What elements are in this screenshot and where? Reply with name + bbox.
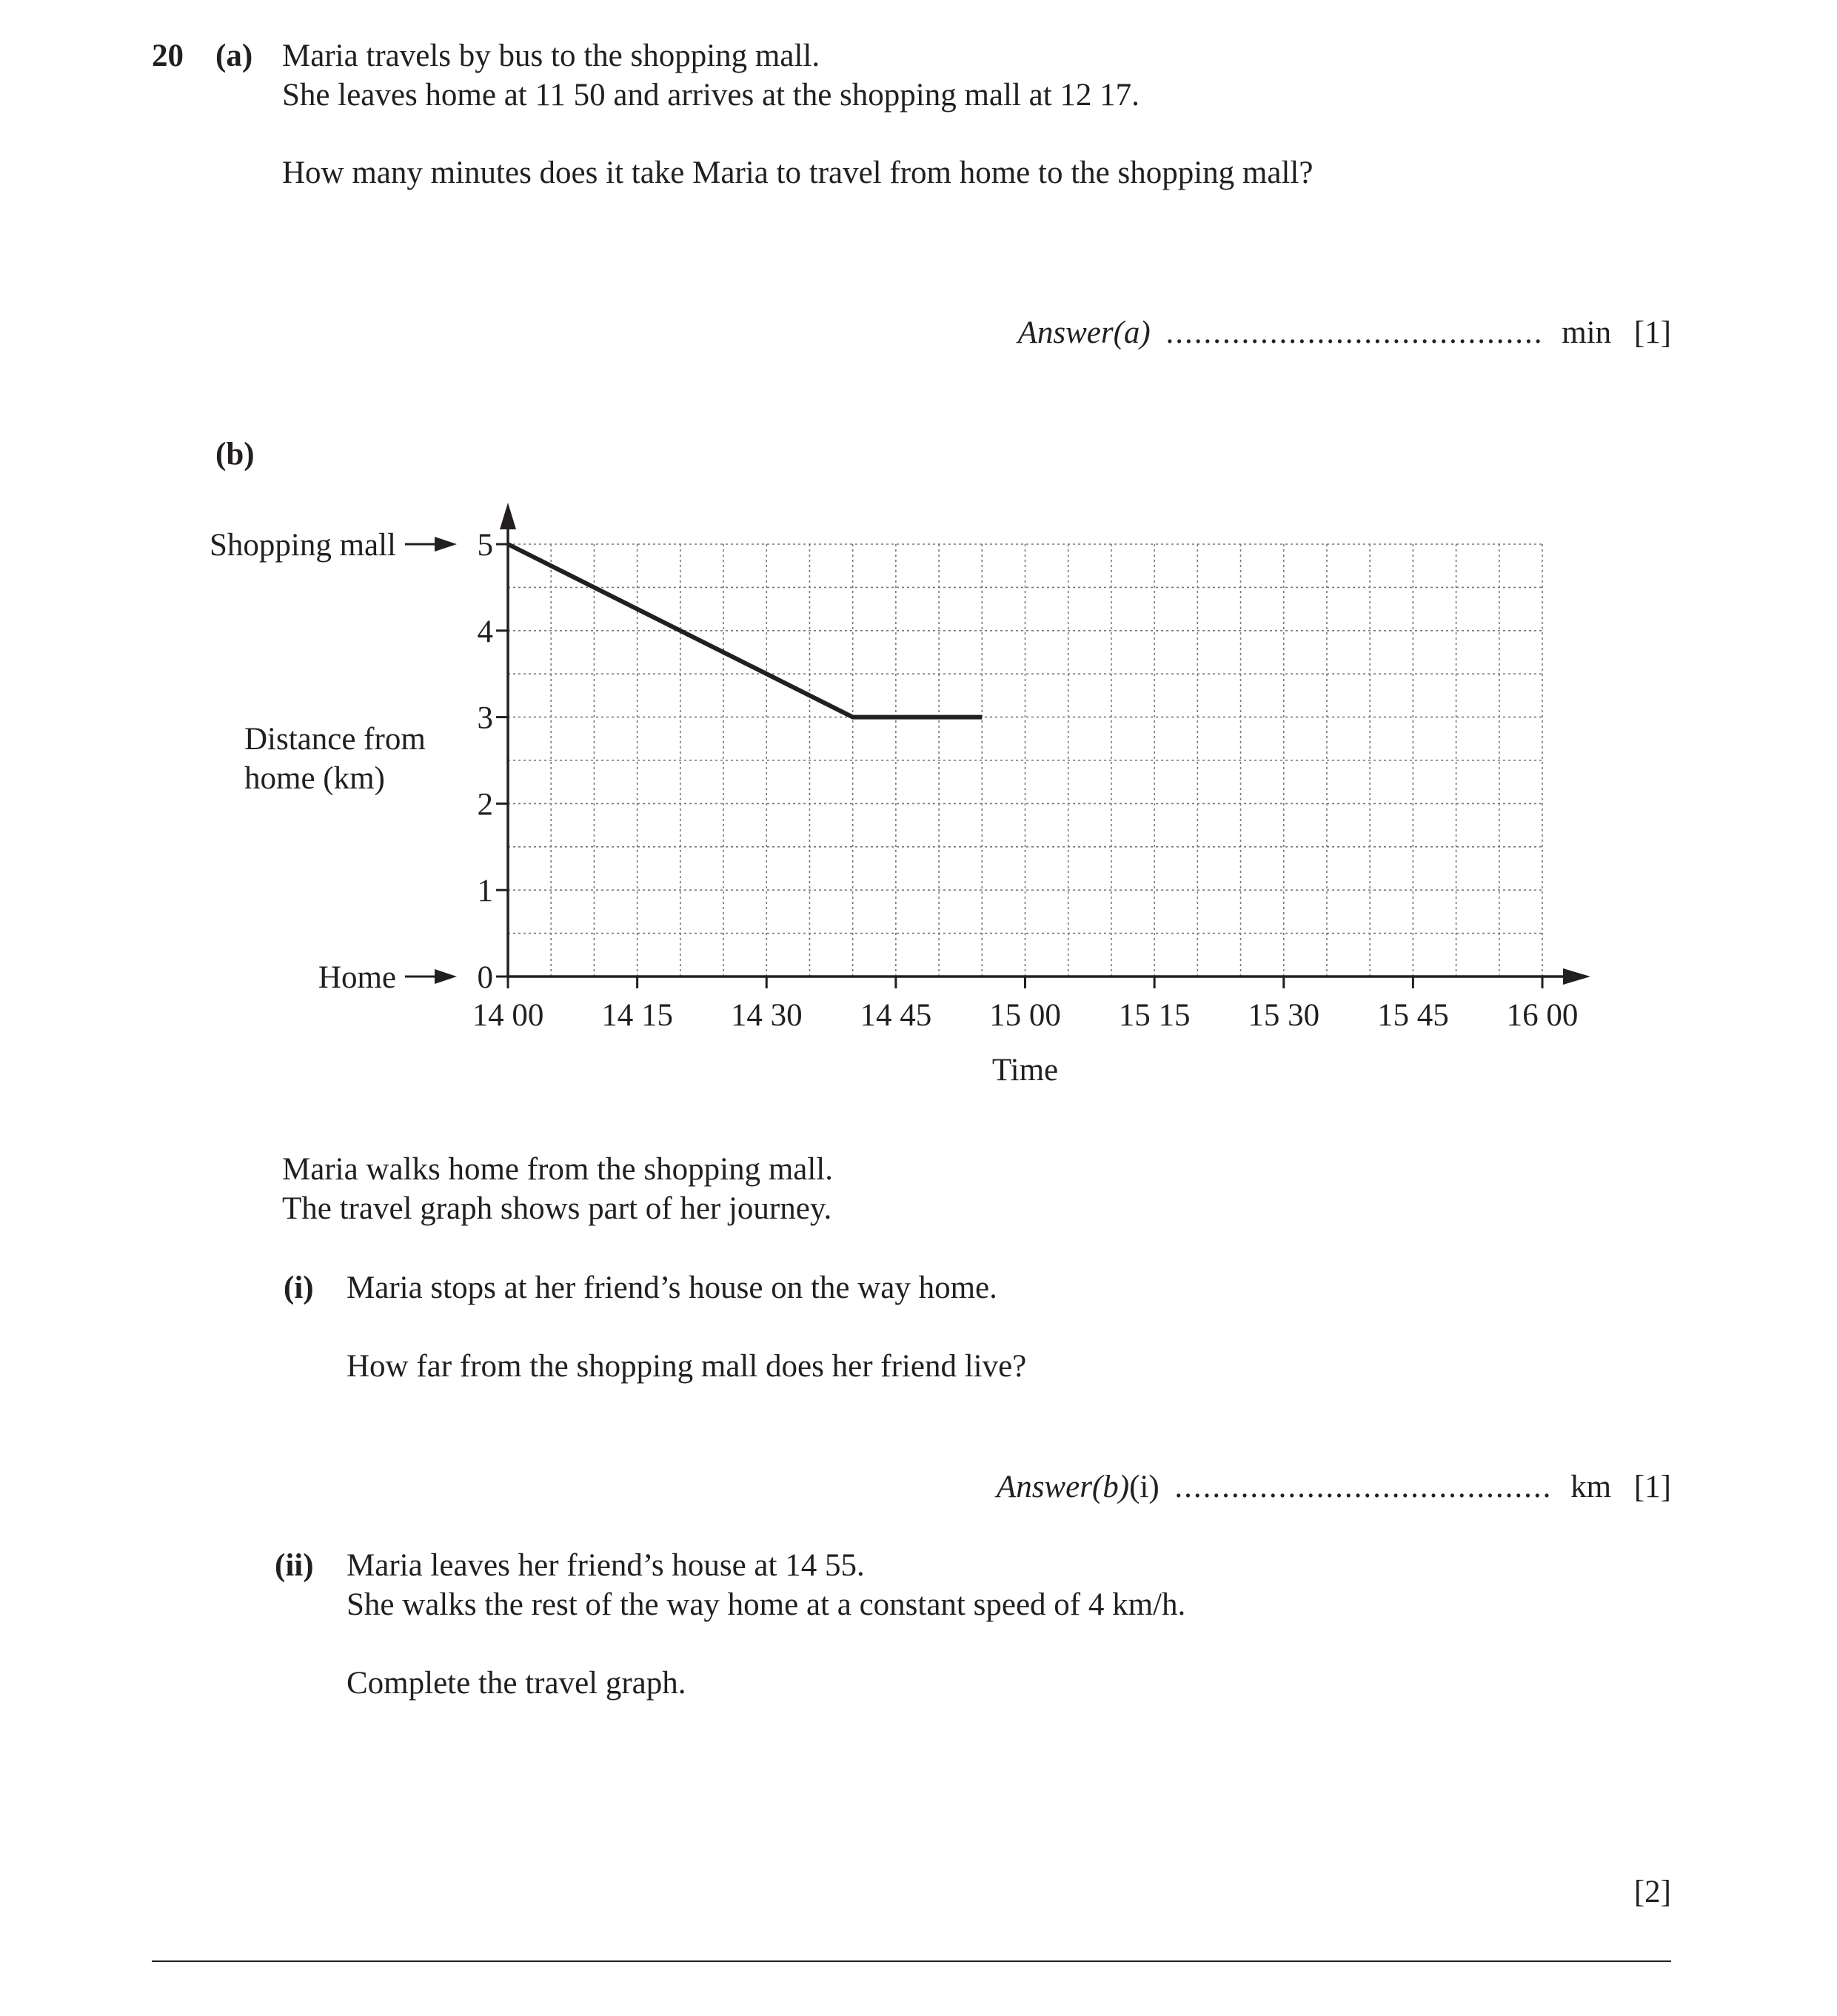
answer-a-marks: [1] bbox=[1633, 315, 1671, 350]
x-tick-label: 14 00 bbox=[472, 998, 544, 1033]
y-tick-label: 1 bbox=[477, 874, 493, 909]
marker-label: Shopping mall bbox=[209, 528, 396, 563]
answer-b-i-line bbox=[997, 1471, 1671, 1503]
part-a-label: (a) bbox=[215, 38, 253, 73]
part-b-ii-label: (ii) bbox=[275, 1548, 314, 1583]
graph-axes bbox=[500, 503, 1590, 985]
y-tick-label: 3 bbox=[477, 700, 493, 736]
x-tick-label: 15 00 bbox=[989, 998, 1061, 1033]
answer-a-label: Answer(a) bbox=[1017, 315, 1151, 350]
part-b-ii-marks: [2] bbox=[1633, 1875, 1671, 1909]
answer-b-i-unit: km bbox=[1570, 1470, 1612, 1504]
x-axis-arrow-icon bbox=[1563, 968, 1590, 985]
x-tick-label: 14 30 bbox=[730, 998, 803, 1033]
part-b-intro2: The travel graph shows part of her journey. bbox=[282, 1191, 832, 1226]
x-tick-label: 15 30 bbox=[1248, 998, 1320, 1033]
answer-b-i-field[interactable]: ........................................ bbox=[1174, 1470, 1553, 1504]
part-a-line1: Maria travels by bus to the shopping mall. bbox=[282, 38, 820, 73]
x-tick-label: 14 15 bbox=[601, 998, 673, 1033]
y-tick-label: 2 bbox=[477, 787, 493, 823]
part-b-intro1: Maria walks home from the shopping mall. bbox=[282, 1152, 833, 1187]
answer-b-i-marks: [1] bbox=[1633, 1470, 1671, 1504]
part-b-label: (b) bbox=[215, 437, 255, 472]
journey-line bbox=[508, 544, 982, 717]
marker-arrow-icon bbox=[435, 969, 457, 984]
answer-a-field[interactable]: ........................................ bbox=[1165, 315, 1544, 350]
y-tick-label: 4 bbox=[477, 614, 493, 649]
marker-arrow-icon bbox=[435, 537, 457, 552]
part-b-i-label: (i) bbox=[284, 1270, 314, 1305]
x-tick-label: 15 45 bbox=[1377, 998, 1449, 1033]
answer-b-i-label-suffix: (i) bbox=[1129, 1470, 1160, 1504]
x-tick-label: 16 00 bbox=[1506, 998, 1579, 1033]
graph-grid bbox=[508, 544, 1542, 977]
answer-a-unit: min bbox=[1562, 315, 1612, 350]
marker-label: Home bbox=[318, 960, 396, 995]
y-axis-label-line2: home (km) bbox=[244, 761, 385, 796]
x-axis-label: Time bbox=[991, 1053, 1059, 1088]
part-b-i-line1: Maria stops at her friend’s house on the way home. bbox=[347, 1270, 997, 1305]
y-tick-label: 5 bbox=[477, 528, 493, 563]
question-number: 20 bbox=[152, 38, 184, 73]
x-tick-label: 15 15 bbox=[1118, 998, 1191, 1033]
part-b-ii-prompt: Complete the travel graph. bbox=[347, 1666, 686, 1701]
answer-b-i-label: Answer(b) bbox=[996, 1470, 1130, 1504]
part-a-line2: She leaves home at 11 50 and arrives at the shopping mall at 12 17. bbox=[282, 78, 1140, 113]
part-b-ii-line1: Maria leaves her friend’s house at 14 55. bbox=[347, 1548, 865, 1583]
y-tick-label: 0 bbox=[477, 960, 493, 995]
part-b-i-prompt: How far from the shopping mall does her friend live? bbox=[347, 1349, 1027, 1384]
y-axis-arrow-icon bbox=[500, 503, 516, 529]
bottom-rule bbox=[152, 1960, 1671, 1962]
x-tick-label: 14 45 bbox=[860, 998, 932, 1033]
graph-series bbox=[508, 544, 982, 717]
part-b-ii-line2: She walks the rest of the way home at a constant speed of 4 km/h. bbox=[347, 1587, 1186, 1622]
part-a-prompt: How many minutes does it take Maria to travel from home to the shopping mall? bbox=[282, 155, 1314, 190]
y-axis-label-line1: Distance from bbox=[244, 722, 426, 757]
graph-ticks bbox=[472, 528, 1579, 1033]
